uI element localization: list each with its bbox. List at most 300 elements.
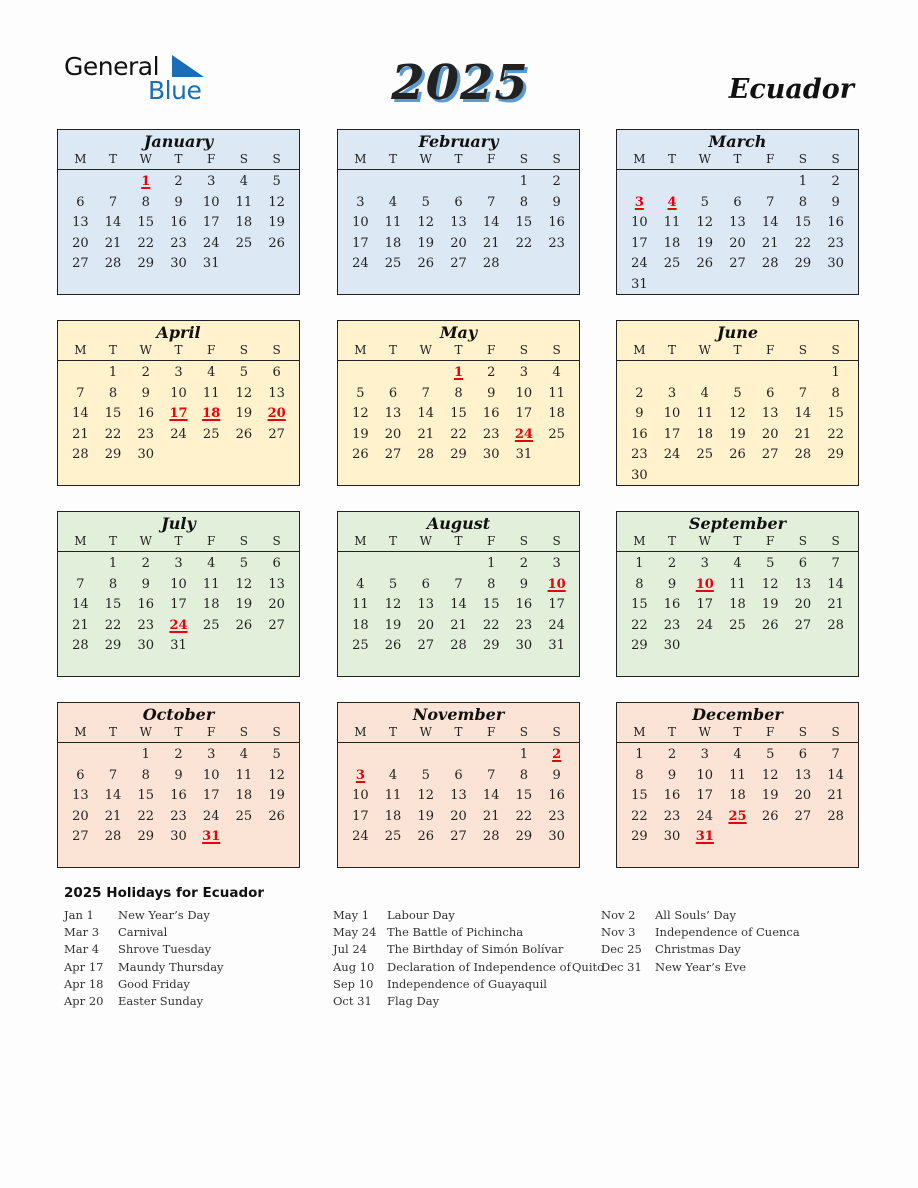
empty-cell xyxy=(721,172,754,193)
day-cell: 2 xyxy=(667,556,677,571)
day-cell: 22 xyxy=(631,617,648,633)
day-cell: 14 xyxy=(482,788,500,804)
day-cell: 12 xyxy=(384,597,402,613)
day-cell: 1 xyxy=(487,556,496,571)
holiday-date: Apr 17 xyxy=(64,959,104,974)
day-cell: 10 xyxy=(170,576,187,592)
day-cell: 9 xyxy=(667,767,677,783)
day-cell: 10 xyxy=(352,788,369,804)
days-grid xyxy=(338,552,579,657)
day-cell: 19 xyxy=(235,597,253,613)
day-cell: 5 xyxy=(733,385,742,401)
day-cell: 17 xyxy=(515,406,533,422)
day-cell: 14 xyxy=(827,576,844,592)
empty-cell xyxy=(64,172,97,193)
holiday-name-continuation: Quito xyxy=(572,959,605,974)
day-cell: 17 xyxy=(202,215,220,231)
day-cell: 17 xyxy=(663,426,681,442)
day-cell: 25 xyxy=(548,426,565,442)
month-july xyxy=(57,511,300,677)
day-cell: 13 xyxy=(72,788,89,804)
day-cell: 1 xyxy=(519,747,529,762)
day-cell: 22 xyxy=(794,235,812,251)
day-cell: 9 xyxy=(635,406,644,422)
day-cell: 20 xyxy=(417,617,435,633)
day-cell: 1 xyxy=(635,556,644,571)
weekday-label: T xyxy=(454,152,463,166)
holiday-date: Oct 31 xyxy=(333,994,372,1009)
day-cell: 5 xyxy=(421,194,430,210)
day-cell: 5 xyxy=(388,576,398,592)
day-cell: 17 xyxy=(696,788,714,804)
weekday-label: T xyxy=(733,534,742,548)
weekday-label: W xyxy=(698,534,711,548)
day-cell: 30 xyxy=(170,829,187,845)
day-cell: 23 xyxy=(631,447,648,463)
day-cell: 20 xyxy=(729,235,746,251)
holiday-date: Dec 31 xyxy=(601,959,642,974)
empty-cell xyxy=(623,172,656,193)
day-cell: 23 xyxy=(827,235,844,251)
day-cell: 6 xyxy=(421,576,430,592)
holiday-day: 10 xyxy=(547,576,566,592)
holiday-day: 31 xyxy=(202,829,221,845)
day-cell: 4 xyxy=(239,747,249,762)
empty-cell xyxy=(377,363,410,384)
day-cell: 12 xyxy=(268,767,285,783)
day-cell: 30 xyxy=(663,829,681,845)
weekday-header xyxy=(58,343,299,361)
day-cell: 4 xyxy=(388,194,398,210)
holiday-name: Shrove Tuesday xyxy=(118,942,212,957)
weekday-label: W xyxy=(698,343,711,357)
day-cell: 3 xyxy=(519,365,529,380)
day-cell: 3 xyxy=(552,556,561,571)
empty-cell xyxy=(377,172,410,193)
day-cell: 19 xyxy=(761,788,779,804)
weekday-label: T xyxy=(733,152,742,166)
day-cell: 3 xyxy=(700,747,709,762)
day-cell: 26 xyxy=(384,638,402,654)
day-cell: 4 xyxy=(207,365,216,380)
day-cell: 8 xyxy=(108,576,118,592)
logo-text-general: General xyxy=(64,52,160,81)
day-cell: 8 xyxy=(141,767,150,783)
weekday-header xyxy=(617,534,858,552)
day-cell: 23 xyxy=(515,617,533,633)
weekday-label: S xyxy=(831,152,840,166)
day-cell: 18 xyxy=(696,426,714,442)
day-cell: 29 xyxy=(794,256,812,272)
days-grid xyxy=(58,361,299,466)
day-cell: 21 xyxy=(417,426,435,442)
day-cell: 14 xyxy=(72,597,89,613)
days-grid xyxy=(617,743,858,848)
weekday-label: M xyxy=(74,152,87,166)
weekday-label: T xyxy=(174,152,183,166)
holiday-item xyxy=(64,959,308,976)
month-name: September xyxy=(688,514,787,533)
day-cell: 27 xyxy=(417,638,435,654)
day-cell: 27 xyxy=(384,447,402,463)
day-cell: 11 xyxy=(202,385,220,401)
weekday-label: S xyxy=(519,725,529,739)
month-name: June xyxy=(716,323,758,342)
day-cell: 19 xyxy=(417,235,435,251)
day-cell: 16 xyxy=(515,597,533,613)
day-cell: 25 xyxy=(384,829,402,845)
day-cell: 21 xyxy=(482,808,500,824)
day-cell: 23 xyxy=(663,617,681,633)
day-cell: 11 xyxy=(663,215,681,231)
empty-cell xyxy=(475,745,508,766)
holiday-day: 18 xyxy=(202,406,221,422)
day-cell: 11 xyxy=(384,215,402,231)
day-cell: 18 xyxy=(548,406,565,422)
day-cell: 13 xyxy=(450,788,467,804)
day-cell: 11 xyxy=(235,767,253,783)
day-cell: 24 xyxy=(202,235,220,251)
empty-cell xyxy=(721,363,754,384)
day-cell: 17 xyxy=(548,597,565,613)
days-grid xyxy=(58,170,299,275)
holidays-column xyxy=(601,907,845,976)
holiday-day: 24 xyxy=(514,426,533,442)
month-october xyxy=(57,702,300,868)
holiday-item xyxy=(64,907,308,924)
day-cell: 3 xyxy=(356,194,365,210)
day-cell: 24 xyxy=(548,617,565,633)
month-august xyxy=(337,511,580,677)
day-cell: 5 xyxy=(272,174,281,189)
day-cell: 7 xyxy=(766,194,775,210)
weekday-label: S xyxy=(831,534,840,548)
weekday-label: T xyxy=(389,725,398,739)
day-cell: 6 xyxy=(388,385,398,401)
day-cell: 6 xyxy=(272,556,281,571)
day-cell: 22 xyxy=(137,235,155,251)
day-cell: 8 xyxy=(519,767,529,783)
weekday-label: S xyxy=(831,725,840,739)
day-cell: 5 xyxy=(700,194,709,210)
day-cell: 21 xyxy=(827,788,844,804)
day-cell: 25 xyxy=(663,256,681,272)
day-cell: 3 xyxy=(207,747,216,762)
day-cell: 5 xyxy=(766,556,775,571)
day-cell: 2 xyxy=(635,385,644,401)
day-cell: 7 xyxy=(831,747,840,762)
day-cell: 14 xyxy=(104,215,122,231)
day-cell: 25 xyxy=(235,808,253,824)
day-cell: 4 xyxy=(733,556,742,571)
day-cell: 18 xyxy=(663,235,681,251)
holiday-name: Independence of Guayaquil xyxy=(387,976,547,991)
month-january xyxy=(57,129,300,295)
empty-cell xyxy=(754,363,787,384)
day-cell: 18 xyxy=(384,808,402,824)
calendar-year-title: 2025 xyxy=(391,55,529,111)
holiday-day: 2 xyxy=(552,747,562,762)
holiday-item xyxy=(601,924,845,941)
day-cell: 20 xyxy=(761,426,779,442)
day-cell: 23 xyxy=(170,808,187,824)
day-cell: 2 xyxy=(519,556,529,571)
holiday-day: 1 xyxy=(453,365,464,380)
empty-cell xyxy=(442,745,475,766)
day-cell: 9 xyxy=(552,194,561,210)
day-cell: 5 xyxy=(272,747,281,762)
day-cell: 25 xyxy=(696,447,714,463)
day-cell: 19 xyxy=(729,426,746,442)
day-cell: 24 xyxy=(696,808,714,824)
day-cell: 1 xyxy=(798,174,808,189)
day-cell: 20 xyxy=(72,808,89,824)
weekday-label: F xyxy=(766,152,775,166)
day-cell: 2 xyxy=(487,365,496,380)
day-cell: 15 xyxy=(450,406,467,422)
day-cell: 24 xyxy=(170,426,187,442)
day-cell: 12 xyxy=(417,788,435,804)
weekday-label: F xyxy=(207,534,216,548)
empty-cell xyxy=(344,554,377,575)
day-cell: 14 xyxy=(417,406,435,422)
month-name: July xyxy=(161,514,196,533)
day-cell: 26 xyxy=(235,426,253,442)
day-cell: 7 xyxy=(831,556,840,571)
weekday-label: F xyxy=(487,343,496,357)
day-cell: 16 xyxy=(663,597,681,613)
holiday-day: 24 xyxy=(169,617,188,633)
day-cell: 10 xyxy=(170,385,187,401)
day-cell: 21 xyxy=(761,235,779,251)
weekday-label: T xyxy=(733,725,742,739)
day-cell: 23 xyxy=(170,235,187,251)
day-cell: 20 xyxy=(794,597,812,613)
logo-triangle-icon xyxy=(172,55,204,77)
day-cell: 16 xyxy=(137,406,155,422)
weekday-label: M xyxy=(354,152,367,166)
day-cell: 6 xyxy=(798,556,808,571)
day-cell: 4 xyxy=(388,767,398,783)
empty-cell xyxy=(656,172,689,193)
days-grid xyxy=(58,743,299,848)
month-name: November xyxy=(412,705,505,724)
weekday-label: M xyxy=(74,343,87,357)
day-cell: 31 xyxy=(548,638,565,654)
day-cell: 21 xyxy=(72,426,89,442)
empty-cell xyxy=(442,172,475,193)
day-cell: 28 xyxy=(72,447,89,463)
day-cell: 16 xyxy=(170,215,187,231)
day-cell: 22 xyxy=(631,808,648,824)
day-cell: 20 xyxy=(794,788,812,804)
day-cell: 19 xyxy=(268,215,285,231)
day-cell: 30 xyxy=(482,447,500,463)
day-cell: 4 xyxy=(700,385,709,401)
day-cell: 15 xyxy=(827,406,844,422)
day-cell: 29 xyxy=(631,829,648,845)
weekday-label: T xyxy=(733,343,742,357)
month-march xyxy=(616,129,859,295)
weekday-label: F xyxy=(487,534,496,548)
day-cell: 10 xyxy=(202,767,220,783)
day-cell: 14 xyxy=(827,767,844,783)
weekday-label: T xyxy=(109,343,118,357)
day-cell: 30 xyxy=(631,467,648,483)
day-cell: 31 xyxy=(170,638,187,654)
weekday-header xyxy=(58,534,299,552)
day-cell: 21 xyxy=(827,597,844,613)
day-cell: 17 xyxy=(202,788,220,804)
weekday-label: S xyxy=(272,534,281,548)
weekday-label: M xyxy=(633,152,646,166)
day-cell: 11 xyxy=(548,385,565,401)
holiday-name: New Year’s Day xyxy=(118,908,210,922)
weekday-label: M xyxy=(354,534,367,548)
day-cell: 22 xyxy=(450,426,467,442)
day-cell: 8 xyxy=(454,385,463,401)
day-cell: 2 xyxy=(141,365,150,380)
weekday-label: S xyxy=(552,725,561,739)
day-cell: 11 xyxy=(729,576,746,592)
day-cell: 30 xyxy=(137,447,155,463)
day-cell: 21 xyxy=(482,235,500,251)
day-cell: 13 xyxy=(794,576,812,592)
weekday-label: T xyxy=(174,725,183,739)
day-cell: 19 xyxy=(761,597,779,613)
empty-cell xyxy=(623,363,656,384)
weekday-label: S xyxy=(272,152,281,166)
empty-cell xyxy=(409,554,442,575)
day-cell: 12 xyxy=(417,215,435,231)
holiday-item xyxy=(601,941,845,958)
days-grid xyxy=(617,170,858,296)
weekday-header xyxy=(338,534,579,552)
day-cell: 15 xyxy=(104,597,122,613)
day-cell: 19 xyxy=(352,426,369,442)
day-cell: 19 xyxy=(384,617,402,633)
day-cell: 8 xyxy=(141,194,150,210)
day-cell: 18 xyxy=(352,617,369,633)
day-cell: 1 xyxy=(519,174,529,189)
weekday-label: T xyxy=(668,725,677,739)
holiday-date: Dec 25 xyxy=(601,942,642,957)
holidays-title: 2025 Holidays for Ecuador xyxy=(64,885,265,901)
day-cell: 7 xyxy=(798,385,808,401)
holiday-item xyxy=(64,976,308,993)
day-cell: 10 xyxy=(352,215,369,231)
weekday-label: F xyxy=(487,152,496,166)
month-june xyxy=(616,320,859,486)
holiday-name: All Souls’ Day xyxy=(655,908,736,922)
month-name: May xyxy=(439,323,478,342)
day-cell: 22 xyxy=(104,426,122,442)
day-cell: 24 xyxy=(202,808,220,824)
day-cell: 13 xyxy=(268,576,285,592)
day-cell: 29 xyxy=(631,638,648,654)
day-cell: 16 xyxy=(663,788,681,804)
day-cell: 21 xyxy=(450,617,467,633)
holiday-date: May 1 xyxy=(333,908,370,922)
day-cell: 15 xyxy=(482,597,500,613)
day-cell: 23 xyxy=(548,808,565,824)
day-cell: 28 xyxy=(794,447,812,463)
day-cell: 28 xyxy=(72,638,89,654)
weekday-label: S xyxy=(519,343,529,357)
holiday-date: Jul 24 xyxy=(333,942,367,957)
holiday-day: 25 xyxy=(728,808,747,824)
day-cell: 26 xyxy=(268,235,285,251)
empty-cell xyxy=(656,363,689,384)
day-cell: 17 xyxy=(352,235,369,251)
day-cell: 6 xyxy=(798,747,808,762)
day-cell: 19 xyxy=(696,235,714,251)
day-cell: 28 xyxy=(827,808,844,824)
month-name: February xyxy=(418,132,499,151)
holiday-date: Apr 18 xyxy=(64,976,104,991)
weekday-label: M xyxy=(633,725,646,739)
weekday-label: W xyxy=(419,152,432,166)
weekday-label: S xyxy=(239,534,249,548)
weekday-label: T xyxy=(668,534,677,548)
day-cell: 14 xyxy=(72,406,89,422)
day-cell: 25 xyxy=(352,638,369,654)
day-cell: 6 xyxy=(733,194,742,210)
day-cell: 5 xyxy=(239,556,249,571)
weekday-label: T xyxy=(174,534,183,548)
weekday-label: M xyxy=(354,725,367,739)
day-cell: 27 xyxy=(794,808,812,824)
day-cell: 7 xyxy=(421,385,430,401)
empty-cell xyxy=(64,363,97,384)
day-cell: 26 xyxy=(761,808,779,824)
day-cell: 27 xyxy=(268,426,285,442)
day-cell: 26 xyxy=(417,256,435,272)
day-cell: 4 xyxy=(733,747,742,762)
month-name: March xyxy=(708,132,767,151)
day-cell: 23 xyxy=(482,426,500,442)
weekday-header xyxy=(338,725,579,743)
empty-cell xyxy=(344,172,377,193)
day-cell: 6 xyxy=(76,194,85,210)
weekday-header xyxy=(338,343,579,361)
day-cell: 30 xyxy=(170,256,187,272)
day-cell: 9 xyxy=(831,194,840,210)
day-cell: 8 xyxy=(831,385,840,401)
day-cell: 22 xyxy=(137,808,155,824)
day-cell: 28 xyxy=(761,256,779,272)
empty-cell xyxy=(475,172,508,193)
day-cell: 2 xyxy=(174,174,183,189)
days-grid xyxy=(338,361,579,466)
day-cell: 18 xyxy=(235,788,253,804)
days-grid xyxy=(58,552,299,657)
day-cell: 30 xyxy=(827,256,844,272)
day-cell: 7 xyxy=(76,576,85,592)
weekday-label: S xyxy=(272,343,281,357)
weekday-label: T xyxy=(174,343,183,357)
empty-cell xyxy=(754,172,787,193)
day-cell: 27 xyxy=(761,447,779,463)
day-cell: 11 xyxy=(729,767,746,783)
month-december xyxy=(616,702,859,868)
weekday-label: T xyxy=(389,343,398,357)
day-cell: 22 xyxy=(104,617,122,633)
weekday-label: W xyxy=(419,725,432,739)
empty-cell xyxy=(64,745,97,766)
day-cell: 18 xyxy=(729,597,746,613)
day-cell: 15 xyxy=(137,215,155,231)
